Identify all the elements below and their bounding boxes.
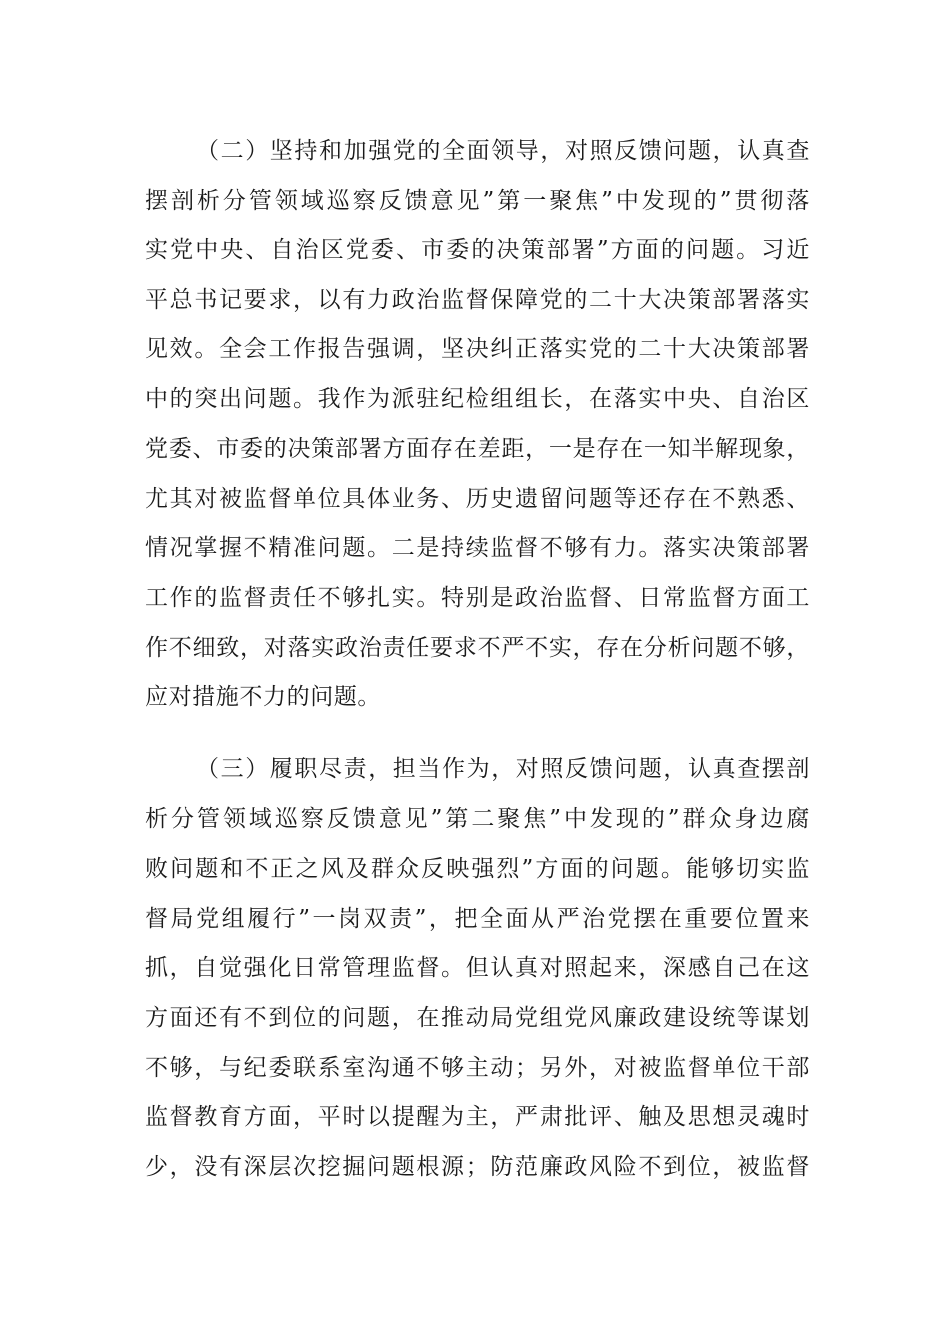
paragraph-line: 不够，与纪委联系室沟通不够主动；另外，对被监督单位干部 bbox=[145, 1055, 810, 1081]
paragraph-line: 平总书记要求，以有力政治监督保障党的二十大决策部署落实 bbox=[145, 287, 810, 313]
paragraph-line: 情况掌握不精准问题。二是持续监督不够有力。落实决策部署 bbox=[145, 535, 810, 561]
paragraph-line: 少，没有深层次挖掘问题根源；防范廉政风险不到位，被监督 bbox=[145, 1154, 810, 1180]
paragraph-line: 党委、市委的决策部署方面存在差距，一是存在一知半解现象， bbox=[145, 436, 810, 462]
paragraph-line: 见效。全会工作报告强调，坚决纠正落实党的二十大决策部署 bbox=[145, 336, 810, 362]
paragraph-line: 督局党组履行”一岗双责”，把全面从严治党摆在重要位置来 bbox=[145, 906, 810, 932]
paragraph-line: 工作的监督责任不够扎实。特别是政治监督、日常监督方面工 bbox=[145, 585, 810, 611]
paragraph-line: （三）履职尽责，担当作为，对照反馈问题，认真查摆剖 bbox=[196, 756, 810, 782]
paragraph-line: （二）坚持和加强党的全面领导，对照反馈问题，认真查 bbox=[196, 138, 810, 164]
paragraph-line: 实党中央、自治区党委、市委的决策部署”方面的问题。习近 bbox=[145, 237, 810, 263]
paragraph-line: 应对措施不力的问题。 bbox=[145, 684, 381, 710]
paragraph-line: 抓，自觉强化日常管理监督。但认真对照起来，深感自己在这 bbox=[145, 955, 810, 981]
paragraph-line: 败问题和不正之风及群众反映强烈”方面的问题。能够切实监 bbox=[145, 856, 810, 882]
paragraph-line: 作不细致，对落实政治责任要求不严不实，存在分析问题不够， bbox=[145, 635, 810, 661]
paragraph-line: 方面还有不到位的问题，在推动局党组党风廉政建设统等谋划 bbox=[145, 1005, 810, 1031]
paragraph-line: 摆剖析分管领域巡察反馈意见”第一聚焦”中发现的”贯彻落 bbox=[145, 188, 810, 214]
paragraph-line: 监督教育方面，平时以提醒为主，严肃批评、触及思想灵魂时 bbox=[145, 1104, 810, 1130]
paragraph-line: 析分管领域巡察反馈意见”第二聚焦”中发现的”群众身边腐 bbox=[145, 806, 810, 832]
paragraph-line: 中的突出问题。我作为派驻纪检组组长，在落实中央、自治区 bbox=[145, 386, 810, 412]
paragraph-line: 尤其对被监督单位具体业务、历史遗留问题等还存在不熟悉、 bbox=[145, 486, 810, 512]
